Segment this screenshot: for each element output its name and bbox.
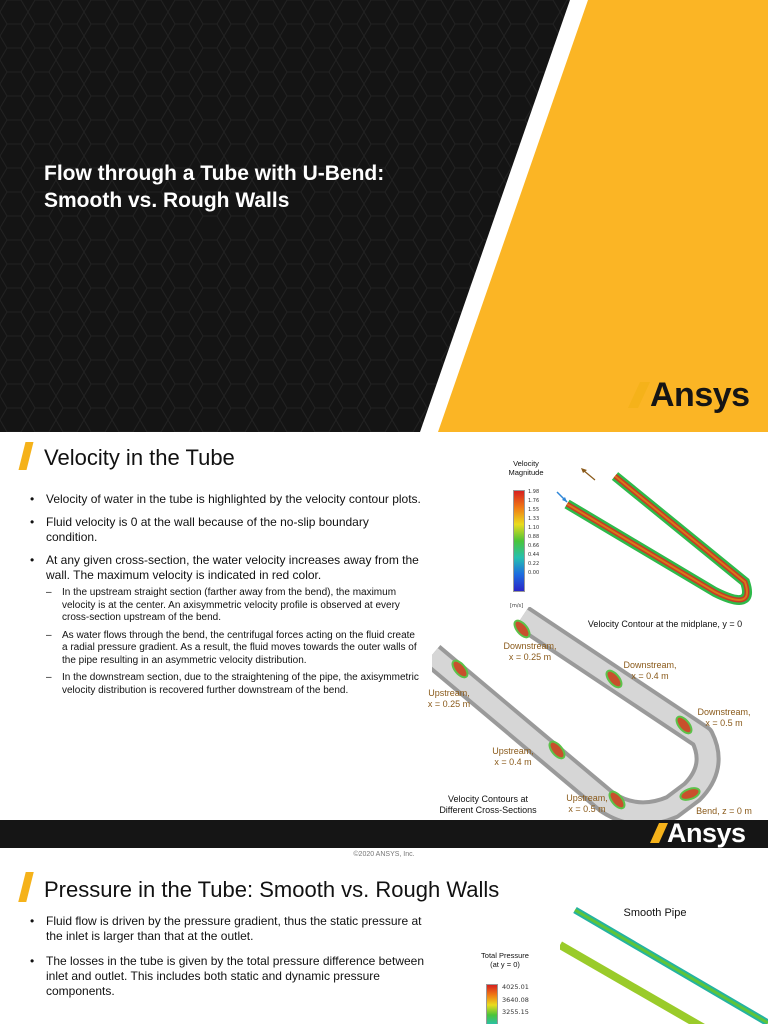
ansys-footer-text: Ansys (667, 818, 746, 848)
bullet-2: • The losses in the tube is given by the total pressure difference between inlet and outlet. This includes both static and dynamic pressure components. (30, 954, 440, 999)
velocity-legend-title (496, 459, 556, 477)
velocity-bullets (30, 492, 422, 702)
sub-bullet-3: – In the downstream section, due to the straightening of the pipe, the axisymmetric velocity distribution is recovered further downstream of the bend. (30, 672, 422, 697)
bullet-2: • Fluid velocity is 0 at the wall because of the no-slip boundary condition. (30, 515, 422, 545)
legend-title-line-2: Magnitude (508, 468, 544, 477)
velocity-legend-unit: [m/s] (510, 603, 524, 609)
midplane-contour-image (555, 462, 768, 622)
legend-tick-label: 0.00 (528, 570, 540, 576)
copyright-text: ©2020 ANSYS, Inc. (353, 851, 415, 858)
legend-title-line-1: Total Pressure (481, 951, 529, 960)
label-upstream-04 (478, 746, 548, 768)
title-accent-slash (18, 872, 33, 902)
pressure-slide (0, 860, 768, 1024)
legend-tick-label: 0.22 (528, 561, 540, 567)
ansys-logo-text: Ansys (650, 376, 750, 414)
velocity-colorbar (513, 490, 525, 592)
label-line: Upstream, (566, 793, 608, 803)
legend-tick-label: 1.98 (528, 489, 540, 495)
legend-tick-label: 3640.08 (502, 995, 529, 1004)
velocity-slide (0, 432, 768, 824)
presentation-title (44, 160, 384, 214)
cross-section-caption (424, 794, 552, 816)
sub-bullet-2: – As water flows through the bend, the centrifugal forces acting on the fluid create a radial pressure gradient. As a result, the fluid moves towards the outer walls of the pipe resulting in an asymmetric velocity distribution. (30, 630, 422, 668)
label-bend: Bend, z = 0 m (696, 806, 752, 816)
label-downstream-025 (490, 641, 570, 663)
ansys-footer-logo (650, 818, 746, 849)
label-line: x = 0.25 m (508, 652, 552, 662)
label-line: Downstream, (697, 707, 751, 717)
pressure-slide-title: Pressure in the Tube: Smooth vs. Rough Walls (44, 877, 500, 902)
label-line: x = 0.4 m (494, 757, 532, 767)
bullet-3: • At any given cross-section, the water velocity increases away from the wall. The maximum velocity is indicated in red color. (30, 553, 422, 583)
label-line: x = 0.5 m (568, 804, 606, 814)
midplane-caption: Velocity Contour at the midplane, y = 0 (587, 619, 743, 629)
sub-bullet-1: – In the upstream straight section (farther away from the bend), the maximum velocity is at the center. An axisymmetric velocity profile is observed at every cross-section upstream of the bend. (30, 587, 422, 625)
pressure-colorbar (486, 984, 498, 1024)
label-upstream-025 (414, 688, 484, 710)
ansys-logo (628, 376, 750, 415)
smooth-pipe-label: Smooth Pipe (623, 907, 687, 919)
legend-tick-label: 1.10 (528, 525, 540, 531)
label-downstream-05 (684, 707, 764, 729)
label-upstream-05 (552, 793, 622, 815)
legend-tick-label: 0.88 (528, 534, 540, 540)
caption-line: Different Cross-Sections (439, 805, 537, 815)
title-line-2: Smooth vs. Rough Walls (44, 189, 290, 212)
label-downstream-04 (610, 660, 690, 682)
velocity-legend-ticks (528, 488, 539, 578)
velocity-slide-title: Velocity in the Tube (44, 445, 235, 470)
legend-tick-label: 0.44 (528, 552, 540, 558)
title-slide (0, 0, 768, 432)
title-accent-slash (19, 442, 34, 470)
legend-tick-label: 4025.01 (502, 983, 529, 991)
legend-tick-label: 0.66 (528, 543, 540, 549)
label-line: Downstream, (503, 641, 557, 651)
caption-line: Velocity Contours at (447, 794, 529, 804)
title-line-1: Flow through a Tube with U-Bend: (44, 162, 385, 185)
legend-tick-label: 1.33 (528, 516, 540, 522)
bullet-1: • Velocity of water in the tube is highlighted by the velocity contour plots. (30, 492, 422, 507)
label-line: x = 0.4 m (631, 671, 669, 681)
legend-tick-label: 1.76 (528, 498, 540, 504)
title-slide-background (0, 0, 768, 432)
label-line: x = 0.5 m (705, 718, 743, 728)
pressure-bullets (30, 914, 440, 1007)
pressure-legend-title (470, 951, 540, 969)
label-line: Upstream, (428, 688, 470, 698)
pressure-legend-ticks (502, 981, 529, 1019)
label-line: Upstream, (492, 746, 534, 756)
legend-tick-label: 3255.15 (502, 1008, 529, 1016)
legend-title-line-1: Velocity (513, 459, 539, 468)
bullet-1: • Fluid flow is driven by the pressure gradient, thus the static pressure at the inlet is larger than that at the outlet. (30, 914, 440, 944)
label-line: x = 0.25 m (427, 699, 471, 709)
legend-title-line-2: (at y = 0) (490, 960, 520, 969)
velocity-slide-footer (0, 820, 768, 848)
legend-tick-label: 1.55 (528, 507, 540, 513)
label-line: Downstream, (623, 660, 677, 670)
smooth-pipe-image (560, 905, 768, 1024)
